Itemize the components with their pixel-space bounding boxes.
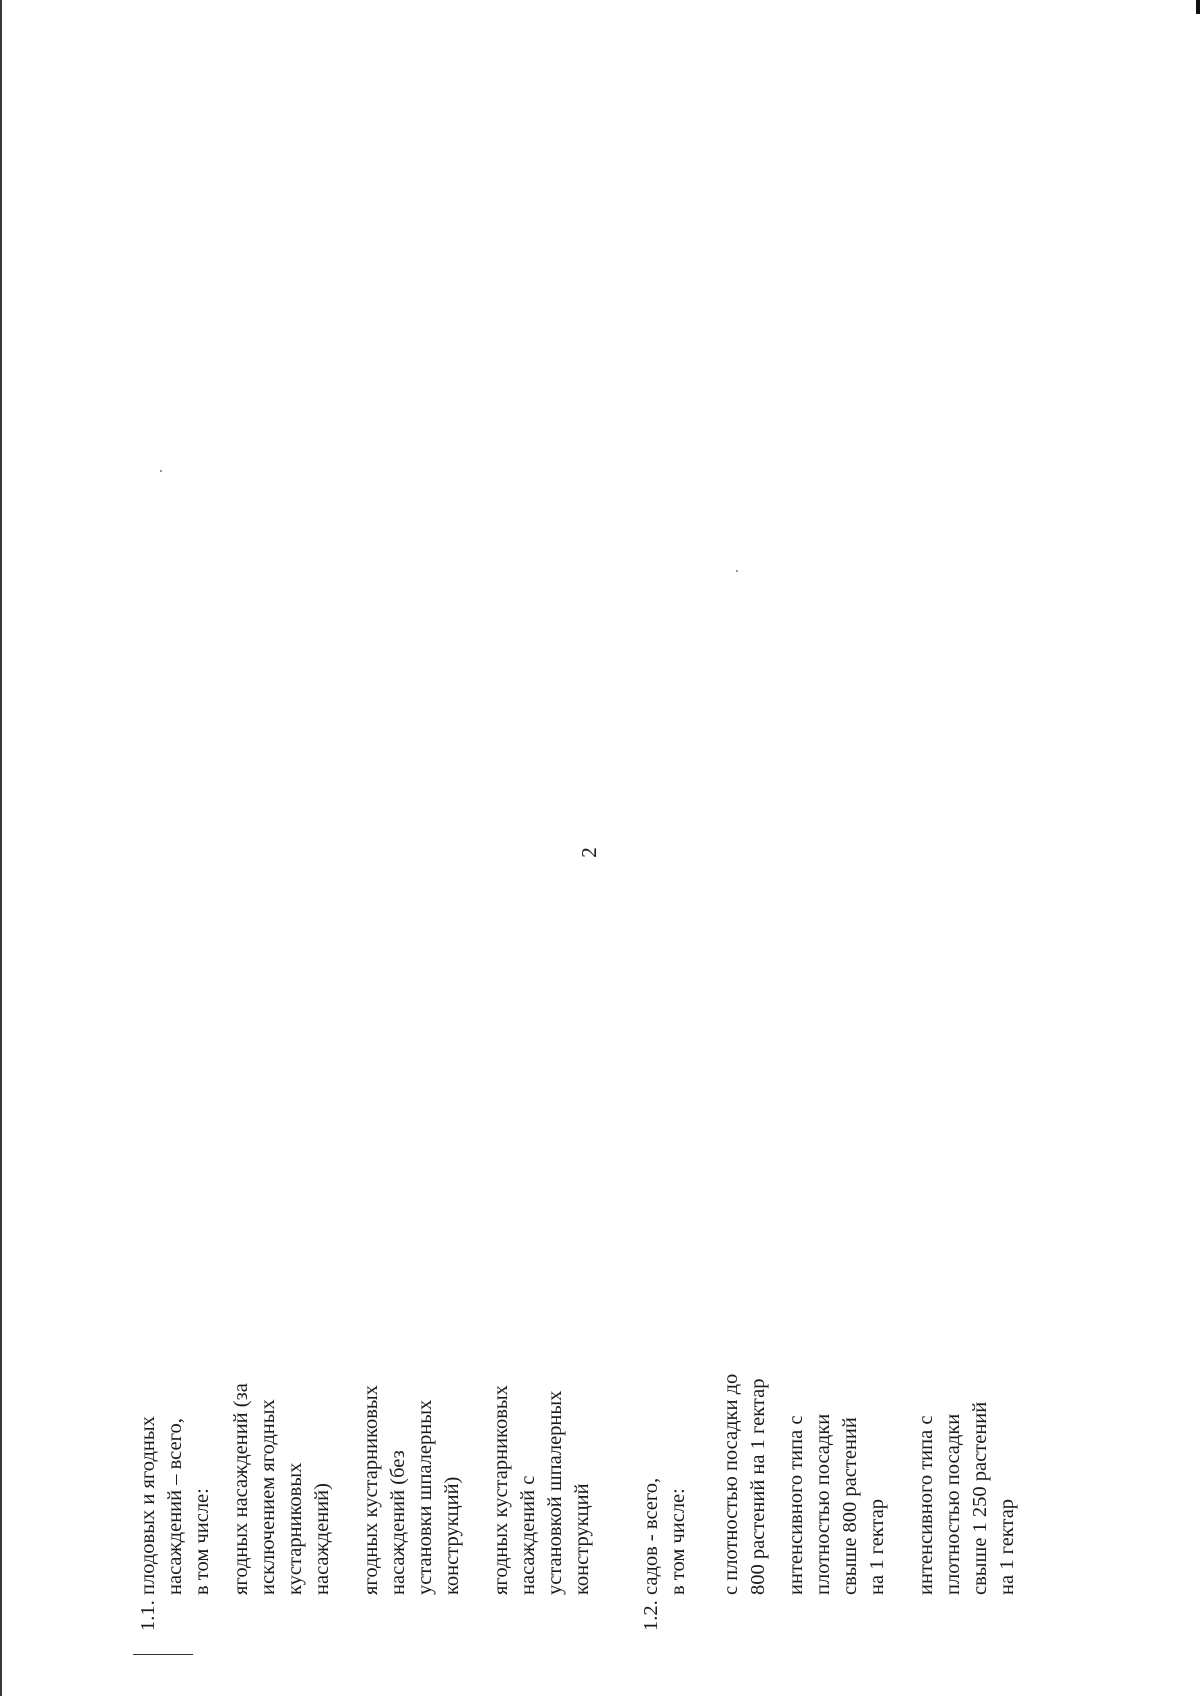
- page-corner-mark: [1196, 0, 1200, 14]
- scan-speck: [736, 570, 738, 572]
- item-text: ягодных кустарниковых насаждений с установкой шпалерных конструкций: [490, 1385, 593, 1595]
- item-text: с плотностью посадки до 800 растений на 1 гектар: [720, 1373, 769, 1595]
- item-number: 1.2.: [640, 1600, 662, 1631]
- table-top-rule: [133, 1654, 193, 1655]
- item-text: садов - всего, в том числе:: [640, 1477, 689, 1595]
- page-left-edge: [0, 0, 2, 1696]
- item-text: ягодных кустарниковых насаждений (без установки шпалерных конструкций): [360, 1385, 463, 1595]
- rotated-table-fragment: [133, 1295, 1018, 1655]
- item-text: ягодных насаждений (за исключением ягодных кустарниковых насаждений): [230, 1383, 333, 1595]
- item-number: 1.1.: [137, 1600, 159, 1631]
- page-number: 2: [576, 847, 601, 858]
- item-text: интенсивного типа с плотностью посадки свыше 1 250 растений на 1 гектар: [915, 1401, 1018, 1595]
- item-text: интенсивного типа с плотностью посадки свыше 800 растений на 1 гектар: [785, 1413, 888, 1595]
- item-text: плодовых и ягодных насаждений – всего, в том числе:: [137, 1416, 213, 1595]
- scan-speck: [160, 470, 162, 472]
